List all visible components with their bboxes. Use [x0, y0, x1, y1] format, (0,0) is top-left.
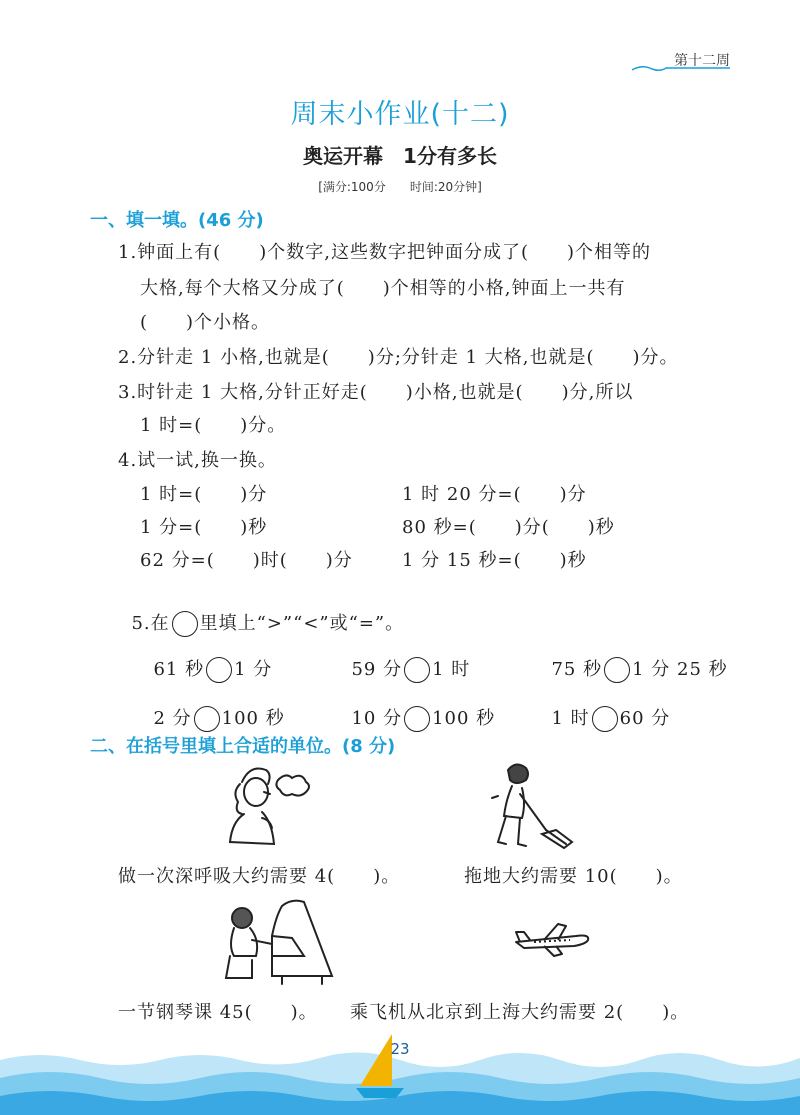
unit-question: 一节钢琴课 45( )。: [118, 1002, 318, 1023]
q1-line2: 大格,每个大格又分成了( )个相等的小格,钟面上一共有: [140, 278, 626, 299]
mopping-boy-image: [486, 760, 586, 856]
section2-heading: 二、在括号里填上合适的单位。(8 分): [90, 736, 396, 757]
compare-right: 100 秒: [432, 708, 496, 729]
compare-left: 59 分: [351, 659, 403, 680]
compare-item: [338, 634, 470, 683]
q1-line3: ( )个小格。: [140, 312, 271, 333]
compare-left: 75 秒: [551, 659, 603, 680]
breathing-girl-image: [212, 762, 332, 852]
compare-left: 10 分: [351, 708, 403, 729]
compare-left: 61 秒: [153, 659, 205, 680]
compare-item: [538, 634, 728, 683]
q4-row2-right: 80 秒=( )分( )秒: [402, 517, 615, 538]
compare-right: 1 分 25 秒: [632, 659, 728, 680]
q3-line1: 3.时针走 1 大格,分针正好走( )小格,也就是( )分,所以: [118, 382, 634, 403]
q1-line1: 1.钟面上有( )个数字,这些数字把钟面分成了( )个相等的: [118, 242, 651, 263]
q2-line: 2.分针走 1 小格,也就是( )分;分针走 1 大格,也就是( )分。: [118, 347, 679, 368]
compare-right: 1 分: [234, 659, 273, 680]
q5-intro-pre: 5.在: [131, 613, 170, 634]
compare-blank[interactable]: [194, 706, 220, 732]
compare-item: [140, 683, 285, 732]
week-swoosh-icon: [632, 62, 730, 72]
compare-left: 2 分: [153, 708, 192, 729]
page-title: 周末小作业(十二): [290, 99, 510, 130]
compare-item: [338, 683, 495, 732]
q5-intro-post: 里填上“>”“<”或“=”。: [199, 613, 405, 634]
compare-blank[interactable]: [592, 706, 618, 732]
compare-blank[interactable]: [404, 706, 430, 732]
compare-item: [538, 683, 670, 732]
q4-row3-left: 62 分=( )时( )分: [140, 550, 353, 571]
compare-blank[interactable]: [404, 657, 430, 683]
q5-intro: [118, 588, 404, 637]
q4-intro: 4.试一试,换一换。: [118, 450, 277, 471]
q3-line2: 1 时=( )分。: [140, 415, 287, 436]
compare-right: 1 时: [432, 659, 471, 680]
unit-question: 做一次深呼吸大约需要 4( )。: [118, 866, 401, 887]
section1-heading: 一、填一填。(46 分): [90, 210, 264, 231]
piano-player-image: [212, 896, 342, 986]
q4-row1-right: 1 时 20 分=( )分: [402, 484, 587, 505]
airplane-image: [514, 918, 592, 958]
q4-row1-left: 1 时=( )分: [140, 484, 268, 505]
compare-blank[interactable]: [206, 657, 232, 683]
q4-row2-left: 1 分=( )秒: [140, 517, 268, 538]
week-label: 第十二周: [674, 53, 730, 69]
page-number: 23: [390, 1040, 410, 1058]
unit-question: 乘飞机从北京到上海大约需要 2( )。: [350, 1002, 690, 1023]
page-subtitle: 奥运开幕 1分有多长: [303, 144, 497, 168]
compare-left: 1 时: [551, 708, 590, 729]
score-time-info: [满分:100分 时间:20分钟]: [318, 180, 482, 194]
compare-right: 60 分: [619, 708, 671, 729]
compare-right: 100 秒: [221, 708, 285, 729]
compare-item: [140, 634, 272, 683]
compare-blank[interactable]: [604, 657, 630, 683]
q4-row3-right: 1 分 15 秒=( )秒: [402, 550, 587, 571]
unit-question: 拖地大约需要 10( )。: [464, 866, 683, 887]
